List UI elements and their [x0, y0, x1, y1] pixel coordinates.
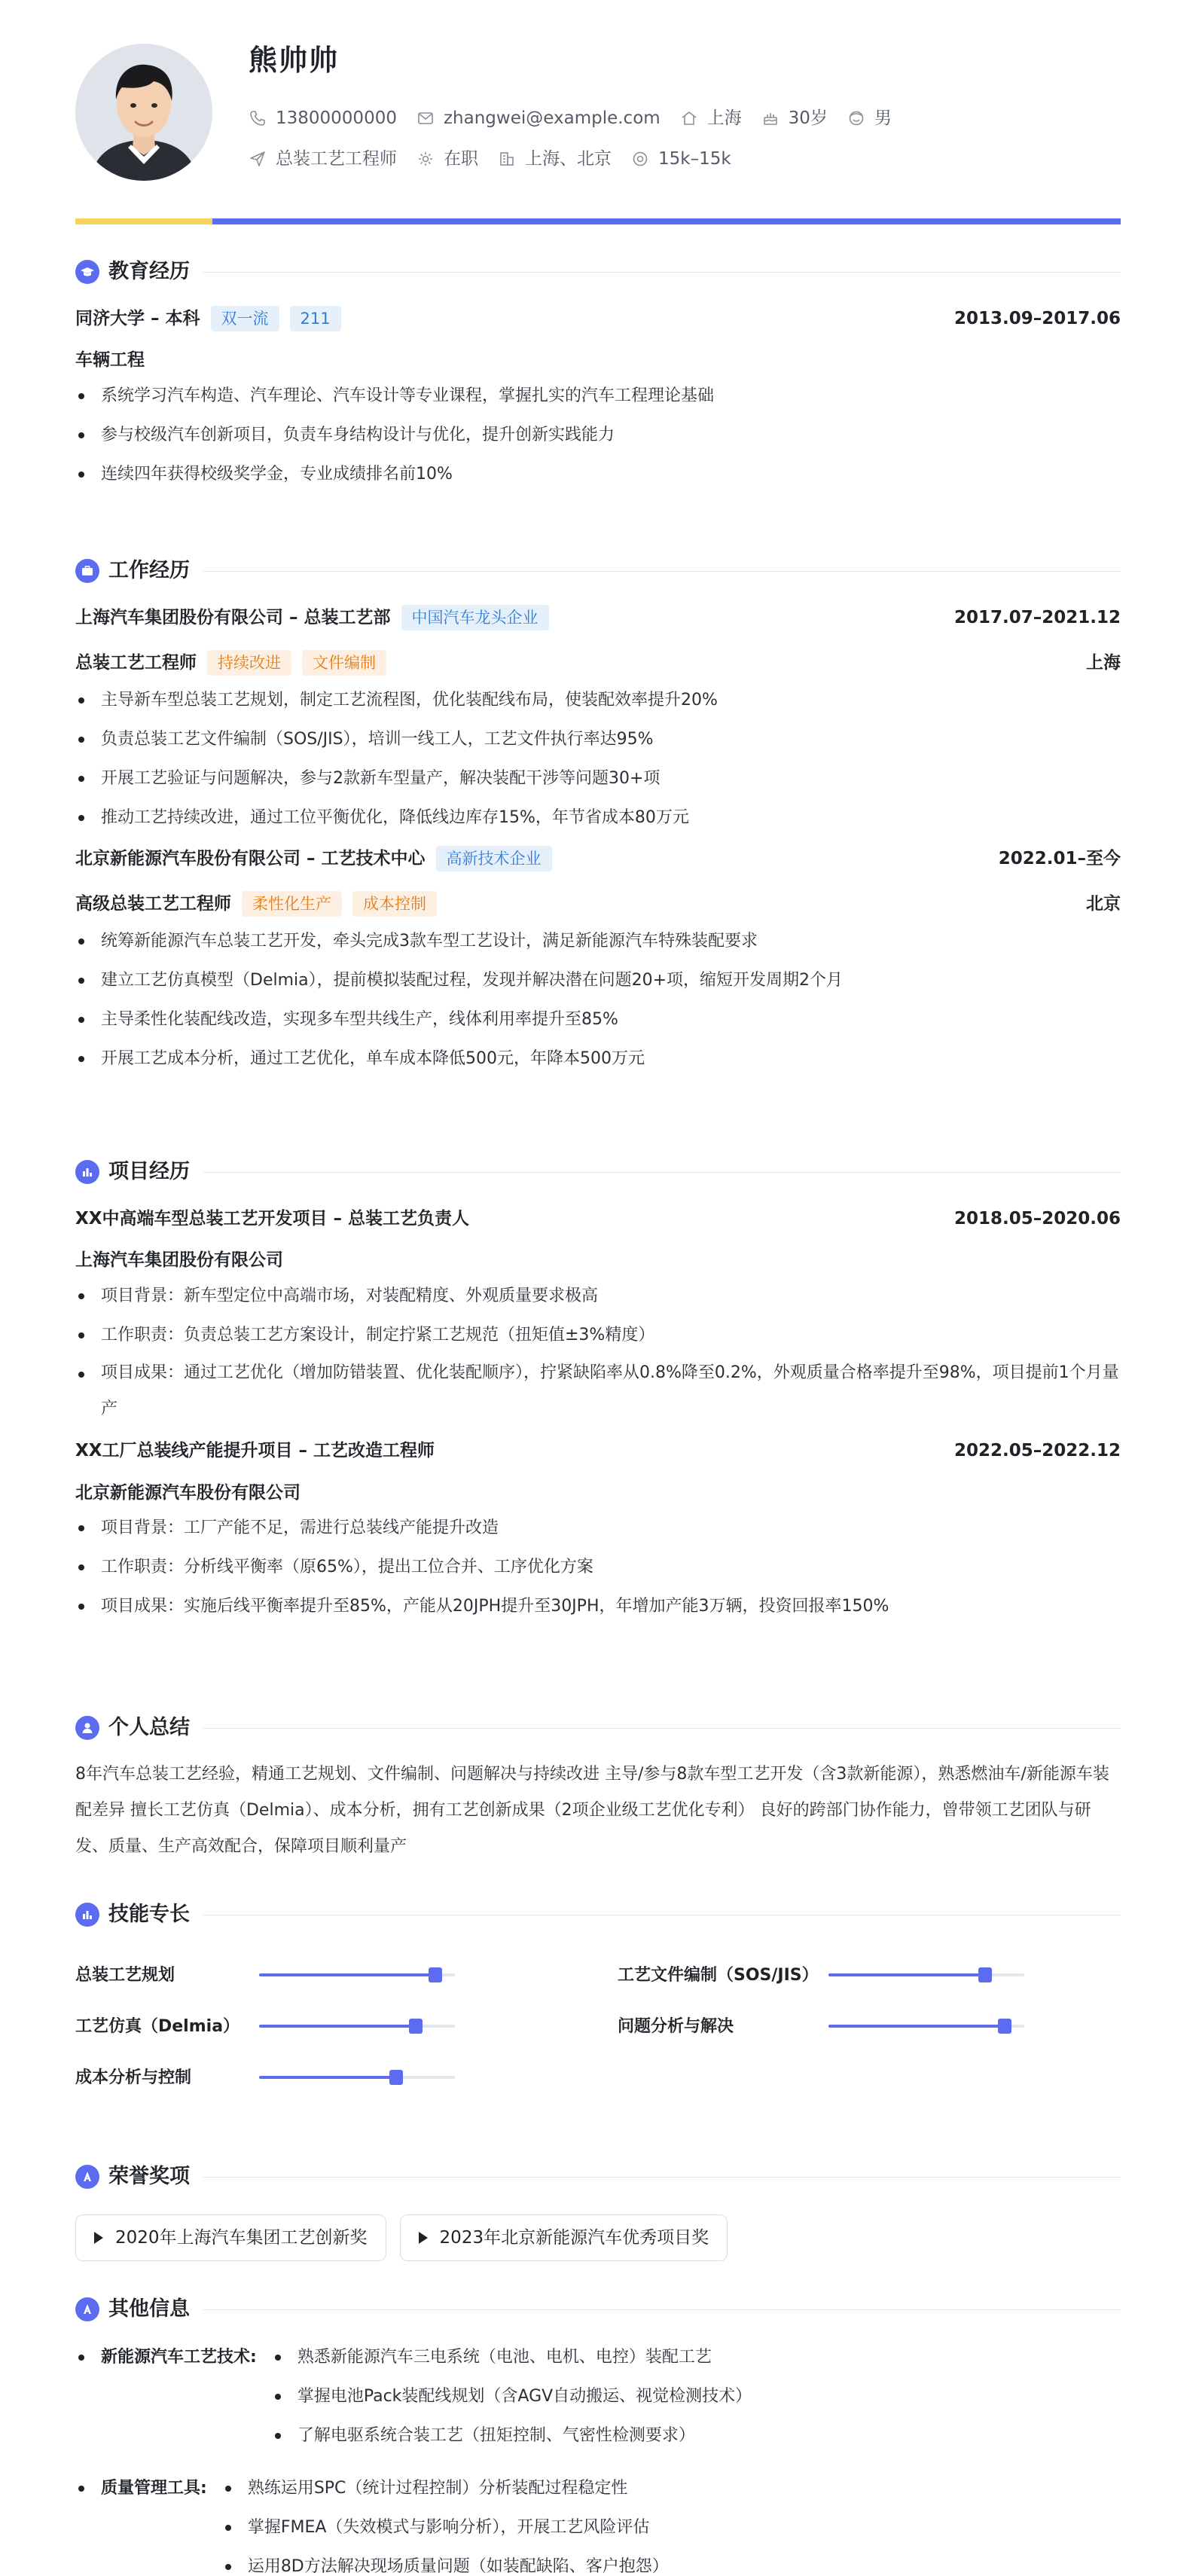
- skill-item: [75, 2011, 455, 2041]
- list-item: 运用8D方法解决现场质量问题（如装配缺陷、客户抱怨）: [222, 2547, 669, 2576]
- section-divider: [203, 571, 1121, 572]
- job-role-row: [75, 648, 1121, 678]
- list-item: 参与校级汽车创新项目，负责车身结构设计与优化，提升创新实践能力: [75, 416, 1121, 455]
- job-location: 北京: [1086, 893, 1121, 914]
- list-item: 项目背景：工厂产能不足，需进行总装线产能提升改造: [75, 1509, 1121, 1548]
- skills-section: [75, 1900, 1121, 2092]
- role-tag: 文件编制: [302, 650, 386, 676]
- education-date: 2013.09–2017.06: [953, 308, 1121, 328]
- bar-chart-icon: [75, 1903, 99, 1927]
- job-header-row: [75, 844, 1121, 874]
- list-item: 建立工艺仿真模型（Delmia），提前模拟装配过程，发现并解决潜在问题20+项，缩短开发周期2个月: [75, 961, 1121, 1000]
- school-name: 同济大学 – 本科: [75, 308, 200, 328]
- awards-list: [75, 2214, 1121, 2261]
- award-label: 2020年上海汽车集团工艺创新奖: [115, 2227, 368, 2248]
- list-item: 连续四年获得校级奖学金，专业成绩排名前10%: [75, 455, 1121, 494]
- other-group: [75, 2338, 1121, 2455]
- project-date: 2018.05–2020.06: [953, 1208, 1121, 1228]
- list-item: 掌握电池Pack装配线规划（含AGV自动搬运、视觉检测技术）: [272, 2377, 752, 2416]
- skills-grid: [75, 1930, 1121, 2092]
- skill-level-fill: [828, 1973, 985, 1976]
- job-header-row: [75, 603, 1121, 633]
- skill-level-bar: [828, 1973, 1024, 1976]
- section-divider: [203, 272, 1121, 273]
- city-item: [680, 105, 742, 132]
- skill-level-fill: [828, 2025, 1005, 2028]
- skill-label: 问题分析与解决: [618, 2016, 734, 2036]
- send-icon: [249, 150, 267, 168]
- award-label: 2023年北京新能源汽车优秀项目奖: [439, 2227, 709, 2248]
- awards-section: [75, 2162, 1121, 2261]
- company-name: 上海汽车集团股份有限公司 – 总装工艺部: [75, 607, 391, 627]
- job-date: 2022.01–至今: [998, 848, 1121, 868]
- skill-level-bar: [259, 2076, 455, 2079]
- avatar-portrait-image: [75, 44, 212, 181]
- skill-label: 总装工艺规划: [75, 1965, 175, 1985]
- skill-item: [75, 1960, 455, 1990]
- other-group-list: [272, 2338, 752, 2455]
- other-group-list: [222, 2469, 669, 2576]
- job-duties-list: [75, 681, 1121, 838]
- phone-text: 13800000000: [276, 108, 397, 128]
- gender-item: [847, 105, 892, 132]
- position-item: [249, 146, 397, 172]
- status-item: [416, 146, 478, 172]
- header-accent-bar: [75, 218, 1121, 224]
- list-item: 推动工艺持续改进，通过工位平衡优化，降低线边库存15%，年节省成本80万元: [75, 798, 1121, 838]
- list-item: 项目成果：通过工艺优化（增加防错装置、优化装配顺序），拧紧缺陷率从0.8%降至0.2%，外观质量合格率提升至98%，项目提前1个月量产: [75, 1355, 1121, 1427]
- other-section: [75, 2294, 1121, 2576]
- section-divider: [203, 2309, 1121, 2310]
- role-tag: 持续改进: [207, 650, 291, 676]
- skill-level-knob: [389, 2070, 403, 2085]
- skill-item: [618, 1960, 1024, 1990]
- phone-item: [249, 105, 397, 132]
- skill-level-fill: [259, 1973, 435, 1976]
- target-city-item: [498, 146, 612, 172]
- award-icon: [75, 2165, 99, 2189]
- school-tag: 双一流: [211, 306, 279, 331]
- summary-text: 8年汽车总装工艺经验，精通工艺规划、文件编制、问题解决与持续改进 主导/参与8款车型工艺开发（含3款新能源），熟悉燃油车/新能源车装配差异 擅长工艺仿真（Delmia）、成本分析，拥有工艺创新成果（2项企业级工艺优化专利） 良好的跨部门协作能力，曾带领工艺团队与研发、质量、生产高效配合，保障项目顺利量产: [75, 1765, 1109, 1856]
- section-title: 荣誉奖项: [108, 2164, 190, 2188]
- age-text: 30岁: [788, 108, 828, 128]
- briefcase-icon: [75, 559, 99, 583]
- school-tag: 211: [290, 306, 341, 331]
- mail-icon: [416, 109, 435, 127]
- project-list: [75, 1277, 1121, 1427]
- list-item: 工作职责：分析线平衡率（原65%），提出工位合并、工序优化方案: [75, 1548, 1121, 1587]
- work-section: [75, 556, 1121, 1079]
- skill-item: [75, 2062, 455, 2092]
- section-divider: [203, 1172, 1121, 1173]
- summary-section: [75, 1713, 1121, 1865]
- coin-icon: [631, 150, 649, 168]
- job-date: 2017.07–2021.12: [953, 607, 1121, 627]
- salary-text: 15k–15k: [658, 149, 731, 169]
- section-divider: [203, 2177, 1121, 2178]
- city-text: 上海: [706, 108, 742, 128]
- cake-icon: [761, 109, 780, 127]
- list-item: 主导新车型总装工艺规划，制定工艺流程图，优化装配线布局，使装配效率提升20%: [75, 681, 1121, 720]
- contact-info-row: [249, 105, 911, 132]
- section-title: 其他信息: [108, 2297, 190, 2321]
- candidate-name: 熊帅帅: [249, 44, 340, 77]
- company-tag: 高新技术企业: [436, 846, 552, 871]
- list-item: 项目成果：实施后线平衡率提升至85%，产能从20JPH提升至30JPH，年增加产能3万辆，投资回报率150%: [75, 1587, 1121, 1626]
- section-title: 工作经历: [108, 558, 190, 582]
- skill-level-bar: [259, 1973, 455, 1976]
- award-item: [75, 2214, 386, 2261]
- role-tag: 柔性化生产: [242, 891, 342, 917]
- project-name: XX中高端车型总装工艺开发项目 – 总装工艺负责人: [75, 1208, 469, 1228]
- skill-level-knob: [409, 2019, 423, 2034]
- building-icon: [498, 150, 516, 168]
- skill-label: 成本分析与控制: [75, 2068, 192, 2087]
- project-header-row: [75, 1436, 1121, 1467]
- company-name: 北京新能源汽车股份有限公司 – 工艺技术中心: [75, 848, 426, 868]
- gender-text: 男: [874, 108, 892, 128]
- salary-item: [631, 146, 731, 172]
- project-org: 上海汽车集团股份有限公司: [75, 1250, 283, 1270]
- avatar: [75, 44, 212, 181]
- job-role-row: [75, 889, 1121, 919]
- user-icon: [75, 1716, 99, 1740]
- project-name: XX工厂总装线产能提升项目 – 工艺改造工程师: [75, 1441, 435, 1461]
- other-group-label: 质量管理工具:: [75, 2469, 207, 2576]
- list-item: 熟练运用SPC（统计过程控制）分析装配过程稳定性: [222, 2469, 669, 2508]
- project-list: [75, 1509, 1121, 1626]
- skill-level-knob: [998, 2019, 1011, 2034]
- job-location: 上海: [1086, 652, 1121, 673]
- job-duties-list: [75, 922, 1121, 1079]
- play-triangle-icon: [94, 2232, 103, 2244]
- list-item: 熟悉新能源汽车三电系统（电池、电机、电控）装配工艺: [272, 2338, 752, 2377]
- play-triangle-icon: [419, 2232, 428, 2244]
- skill-level-fill: [259, 2025, 416, 2028]
- bar-chart-icon: [75, 1160, 99, 1184]
- project-org: 北京新能源汽车股份有限公司: [75, 1482, 301, 1503]
- education-list: [75, 377, 1121, 494]
- education-section: [75, 257, 1121, 494]
- skill-label: 工艺仿真（Delmia）: [75, 2016, 240, 2036]
- gear-icon: [416, 150, 435, 168]
- list-item: 工作职责：负责总装工艺方案设计，制定拧紧工艺规范（扭矩值±3%精度）: [75, 1316, 1121, 1355]
- section-title: 项目经历: [108, 1159, 190, 1183]
- job-role: 高级总装工艺工程师: [75, 893, 231, 914]
- projects-section: [75, 1157, 1121, 1626]
- award-item: [400, 2214, 728, 2261]
- job-intent-row: [249, 146, 751, 172]
- position-text: 总装工艺工程师: [276, 149, 397, 169]
- major-name: 车辆工程: [75, 350, 145, 370]
- resume-header: [75, 0, 1121, 212]
- graduation-cap-icon: [75, 260, 99, 284]
- project-date: 2022.05–2022.12: [953, 1441, 1121, 1461]
- other-group: [75, 2469, 1121, 2576]
- smile-icon: [847, 109, 865, 127]
- list-item: 统筹新能源汽车总装工艺开发，牵头完成3款车型工艺设计，满足新能源汽车特殊装配要求: [75, 922, 1121, 961]
- phone-icon: [249, 109, 267, 127]
- list-item: 负责总装工艺文件编制（SOS/JIS），培训一线工人，工艺文件执行率达95%: [75, 720, 1121, 759]
- other-group-label: 新能源汽车工艺技术:: [75, 2338, 257, 2455]
- skill-level-bar: [828, 2025, 1024, 2028]
- list-item: 开展工艺验证与问题解决，参与2款新车型量产，解决装配干涉等问题30+项: [75, 759, 1121, 798]
- skill-level-knob: [978, 1967, 992, 1982]
- section-divider: [203, 1728, 1121, 1729]
- home-icon: [680, 109, 698, 127]
- list-item: 主导柔性化装配线改造，实现多车型共线生产，线体利用率提升至85%: [75, 1000, 1121, 1039]
- education-header-row: [75, 304, 1121, 334]
- section-title: 教育经历: [108, 259, 190, 283]
- section-title: 技能专长: [108, 1902, 190, 1926]
- list-item: 系统学习汽车构造、汽车理论、汽车设计等专业课程，掌握扎实的汽车工程理论基础: [75, 377, 1121, 416]
- skill-level-bar: [259, 2025, 455, 2028]
- target-city-text: 上海、北京: [525, 149, 612, 169]
- list-item: 项目背景：新车型定位中高端市场，对装配精度、外观质量要求极高: [75, 1277, 1121, 1316]
- role-tag: 成本控制: [352, 891, 437, 917]
- status-text: 在职: [444, 149, 478, 169]
- skill-label: 工艺文件编制（SOS/JIS）: [618, 1965, 819, 1985]
- list-item: 了解电驱系统合装工艺（扭矩控制、气密性检测要求）: [272, 2416, 752, 2455]
- company-tag: 中国汽车龙头企业: [401, 605, 549, 630]
- skill-level-fill: [259, 2076, 396, 2079]
- section-title: 个人总结: [108, 1715, 190, 1739]
- age-item: [761, 105, 828, 132]
- email-item: [416, 105, 661, 132]
- skill-item: [618, 2011, 1024, 2041]
- list-item: 开展工艺成本分析，通过工艺优化，单车成本降低500元，年降本500万元: [75, 1039, 1121, 1079]
- project-header-row: [75, 1204, 1121, 1234]
- job-role: 总装工艺工程师: [75, 652, 197, 673]
- skill-level-knob: [429, 1967, 442, 1982]
- info-icon: [75, 2297, 99, 2321]
- list-item: 掌握FMEA（失效模式与影响分析），开展工艺风险评估: [222, 2508, 669, 2547]
- email-text: zhangwei@example.com: [443, 108, 661, 128]
